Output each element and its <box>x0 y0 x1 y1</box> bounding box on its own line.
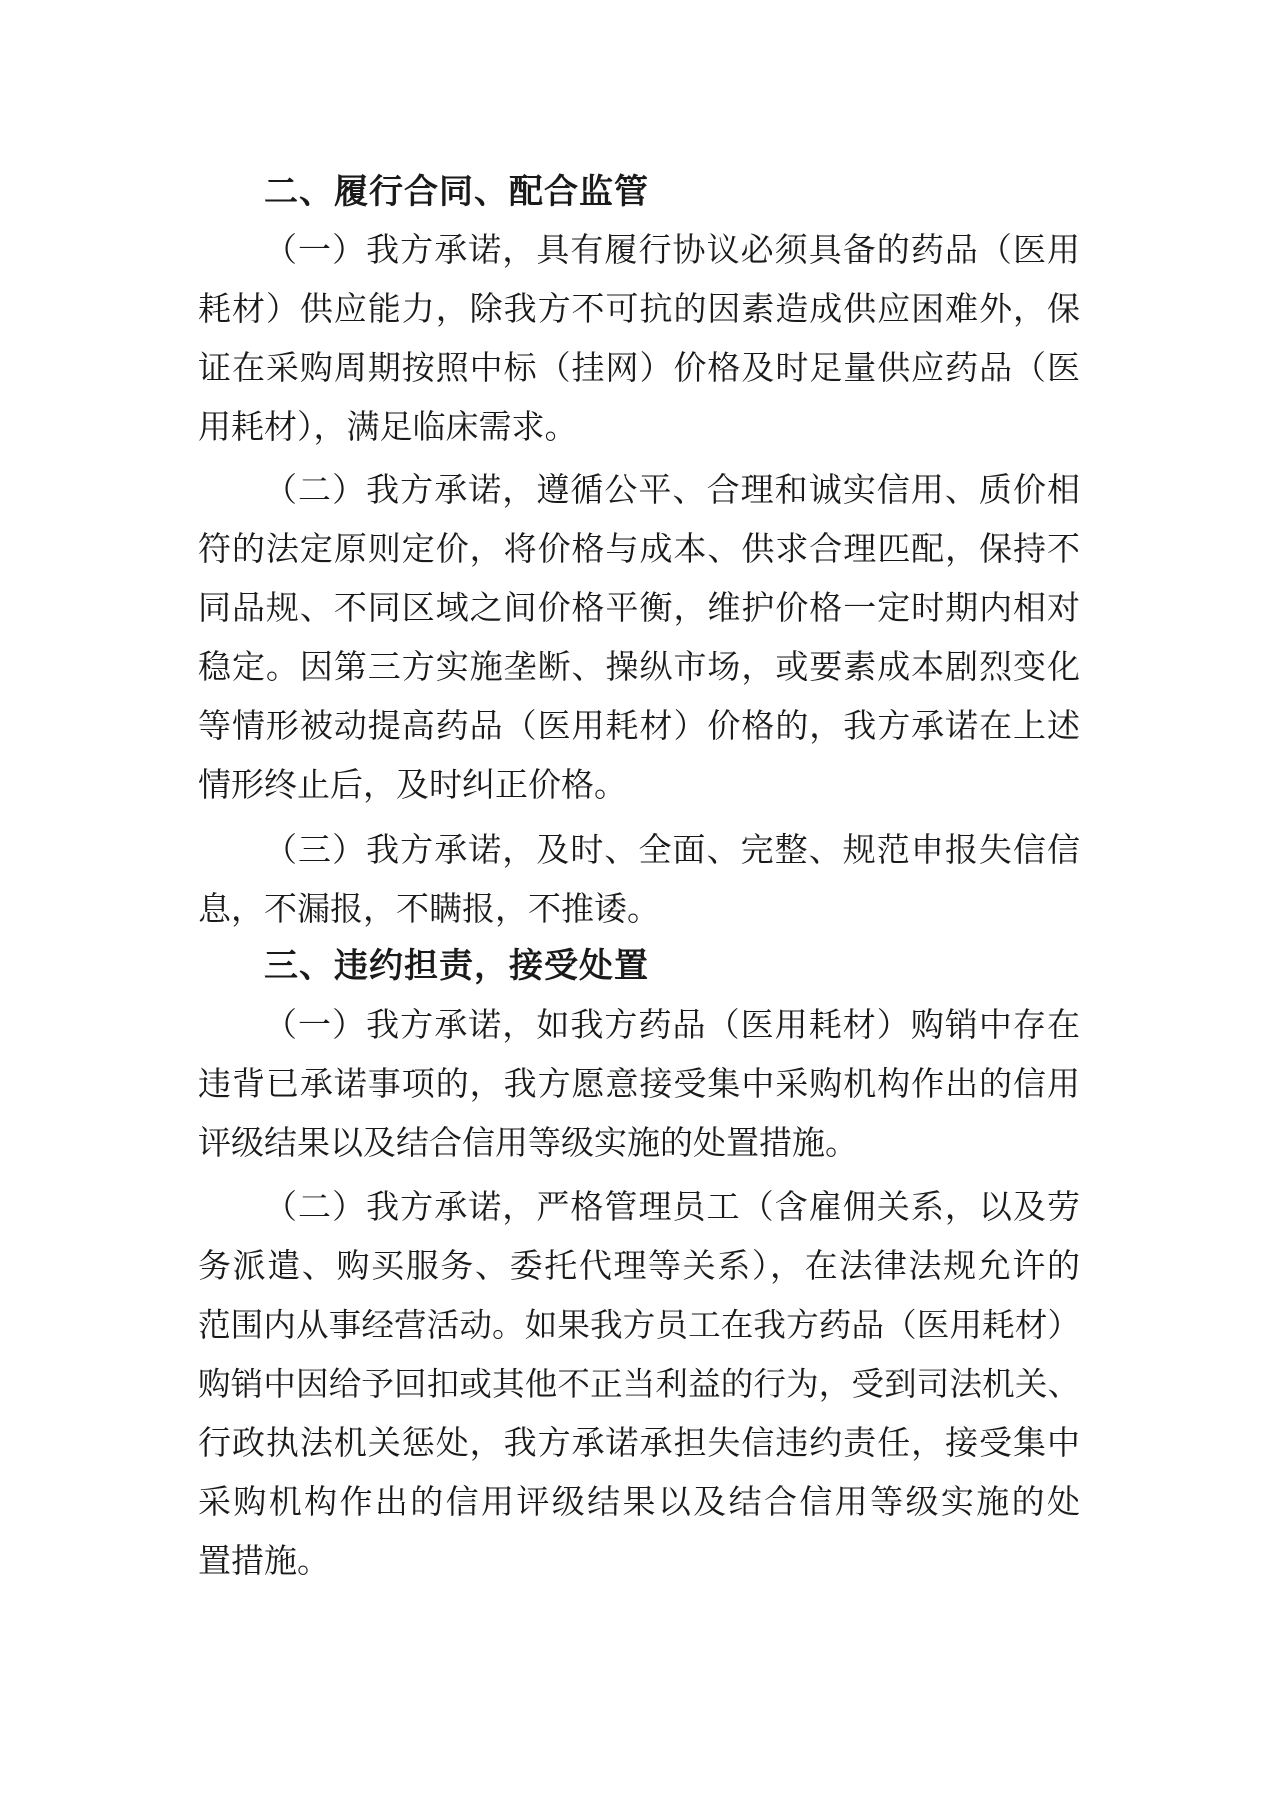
paragraph-line: （二）我方承诺，严格管理员工（含雇佣关系，以及劳 <box>264 1187 1080 1226</box>
paragraph-line: 符的法定原则定价，将价格与成本、供求合理匹配，保持不 <box>198 529 1080 568</box>
paragraph-line: 违背已承诺事项的，我方愿意接受集中采购机构作出的信用 <box>198 1064 1080 1103</box>
paragraph-line: 行政执法机关惩处，我方承诺承担失信违约责任，接受集中 <box>198 1423 1080 1462</box>
section-heading-2: 二、履行合同、配合监管 <box>264 172 649 212</box>
paragraph-line: 耗材）供应能力，除我方不可抗的因素造成供应困难外，保 <box>198 289 1080 328</box>
paragraph-line: （一）我方承诺，具有履行协议必须具备的药品（医用 <box>264 230 1080 269</box>
paragraph-line: 范围内从事经营活动。如果我方员工在我方药品（医用耗材） <box>198 1306 1080 1344</box>
paragraph-line: 务派遣、购买服务、委托代理等关系），在法律法规允许的 <box>198 1246 1080 1285</box>
section-heading-3: 三、违约担责，接受处置 <box>264 946 649 986</box>
paragraph-line: 等情形被动提高药品（医用耗材）价格的，我方承诺在上述 <box>198 706 1080 745</box>
paragraph-line: 购销中因给予回扣或其他不正当利益的行为，受到司法机关、 <box>198 1365 1080 1403</box>
paragraph-line: （一）我方承诺，如我方药品（医用耗材）购销中存在 <box>264 1005 1080 1044</box>
paragraph-line: 情形终止后，及时纠正价格。 <box>198 765 627 804</box>
paragraph-line: （三）我方承诺，及时、全面、完整、规范申报失信信 <box>264 830 1080 869</box>
paragraph-line: 置措施。 <box>198 1541 330 1580</box>
paragraph-line: 证在采购周期按照中标（挂网）价格及时足量供应药品（医 <box>198 348 1080 387</box>
paragraph-line: 稳定。因第三方实施垄断、操纵市场，或要素成本剧烈变化 <box>198 647 1080 686</box>
paragraph-line: 同品规、不同区域之间价格平衡，维护价格一定时期内相对 <box>198 588 1080 627</box>
paragraph-line: （二）我方承诺，遵循公平、合理和诚实信用、质价相 <box>264 470 1080 509</box>
paragraph-line: 采购机构作出的信用评级结果以及结合信用等级实施的处 <box>198 1482 1080 1521</box>
paragraph-line: 息，不漏报，不瞒报，不推诿。 <box>198 889 660 928</box>
paragraph-line: 用耗材），满足临床需求。 <box>198 407 578 446</box>
paragraph-line: 评级结果以及结合信用等级实施的处置措施。 <box>198 1123 858 1162</box>
